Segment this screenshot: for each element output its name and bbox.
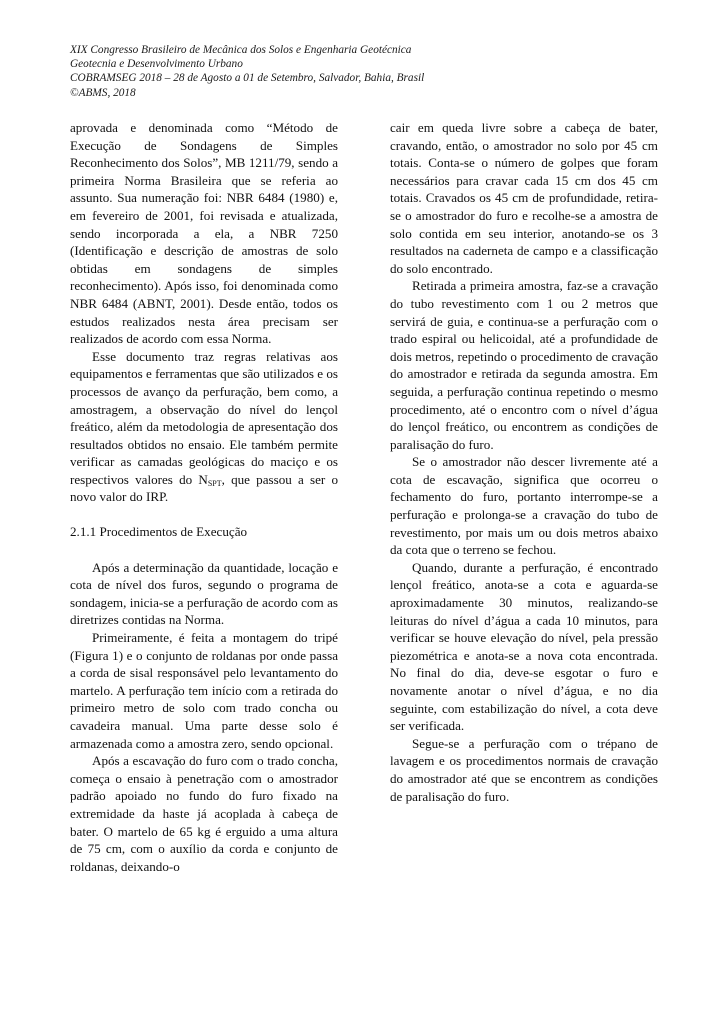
conference-header xyxy=(70,43,670,100)
paragraph-penetration-test: Após a escavação do furo com o trado concha, começa o ensaio à penetração com o amostrador padrão apoiado no fundo do furo fixado na extremidade da haste já acoplada à cabeça de bater. O martelo de 65 kg é erguido a uma altura de 75 cm, com o auxílio da corda e conjunto de roldanas, deixando-o xyxy=(70,753,338,874)
left-column xyxy=(70,119,338,875)
paragraph-norma-history: aprovada e denominada como “Método de Execução de Sondagens de Simples Reconhecimento dos Solos”, MB 1211/79, sendo a primeira Norma Brasileira que se referia ao assunto. Sua numeração foi: NBR 6484 (1980) e, em fevereiro de 2001, foi revisada e atualizada, sendo incorporada a ela, a NBR 7250 (Identificação e descrição de amostras de solo obtidas em sondagens de simples reconhecimento). Após isso, foi denominada como NBR 6484 (ABNT, 2001). Desde então, todos os estudos realizados nesta área precisam ser realizados de acordo com essa Norma. xyxy=(70,120,338,347)
header-theme: Geotecnia e Desenvolvimento Urbano xyxy=(70,58,243,71)
paragraph-casing-drilling: Retirada a primeira amostra, faz-se a cravação do tubo revestimento com 1 ou 2 metros que servirá de guia, e continua-se a perfuração com o trado espiral ou helicoidal, até a profundidade de dois metros, repetindo o procedimento de cravação do amostrador e retirada da segunda amostra. Em seguida, a perfuração continua repetindo o mesmo procedimento, até o encontro com o nível d’água do lençol freático, ou encontrem as condições de paralisação do furo. xyxy=(390,278,658,452)
right-column xyxy=(390,119,658,805)
paragraph-hole-closure: Se o amostrador não descer livremente até a cota de escavação, significa que ocorreu o fechamento do furo, portanto interrompe-se a perfuração e prolonga-se a cravação do tubo de revestimento, por mais um ou dois metros abaixo da cota que o terreno se fechou. xyxy=(390,454,658,558)
header-conference-title: XIX Congresso Brasileiro de Mecânica dos Solos e Engenharia Geotécnica xyxy=(70,44,412,56)
paragraph-document-rules xyxy=(70,348,338,506)
paragraph-document-rules-end: , que passou a ser o novo valor do IRP. xyxy=(70,471,338,505)
paragraph-free-fall: cair em queda livre sobre a cabeça de bater, cravando, então, o amostrador no solo por 45 cm totais. Conta-se o número de golpes que foram necessários para cravar cada 15 cm dos 45 cm totais. Cravados os 45 cm de profundidade, retira-se o amostrador do furo e recolhe-se a amostra de solo contida em seu interior, anotando-se os 3 resultados na caderneta de campo e a classificação do solo encontrado. xyxy=(390,120,658,276)
header-copyright: ©ABMS, 2018 xyxy=(70,86,136,99)
paragraph-determination: Após a determinação da quantidade, locação e cota de nível dos furos, segundo o programa de sondagem, inicia-se a perfuração de acordo com as diretrizes contidas na Norma. xyxy=(70,559,338,628)
paragraph-document-rules-text: Esse documento traz regras relativas aos equipamentos e ferramentas que são utilizados e os processos de avanço da perfuração, bem como, a amostragem, a observação do nível do lençol freático, além da metodologia de apresentação dos resultados obtidos no ensaio. Ele também permite verificar as camadas geológicas do maciço e os respectivos valores do N xyxy=(70,348,338,487)
section-heading: 2.1.1 Procedimentos de Execução xyxy=(70,524,248,540)
paragraph-washing-trepan: Segue-se a perfuração com o trépano de lavagem e os procedimentos normais de cravação do amostrador até que se encontrem as condições de paralisação do furo. xyxy=(390,735,658,804)
nspt-subscript: SPT xyxy=(207,478,222,488)
paragraph-water-table: Quando, durante a perfuração, é encontrado lençol freático, anota-se a cota e aguarda-se aproximadamente 30 minutos, realizando-se leituras do nível d’água a cada 10 minutos, para verificar se houve elevação do nível, pela pressão piezométrica e anota-se a nova cota encontrada. No final do dia, deve-se esgotar o furo e novamente anotar o nível d’água, e no dia seguinte, com estabilização do nível, a cota deve ser verificada. xyxy=(390,559,658,734)
paragraph-tripod-assembly: Primeiramente, é feita a montagem do tripé (Figura 1) e o conjunto de roldanas por onde passa a corda de sisal responsável pelo levantamento do martelo. A perfuração tem início com a retirada do primeiro metro de solo com trado concha ou cavadeira manual. Uma parte desse solo é armazenada como a amostra zero, sendo opcional. xyxy=(70,630,338,751)
header-event-date-location: COBRAMSEG 2018 – 28 de Agosto a 01 de Setembro, Salvador, Bahia, Brasil xyxy=(70,72,425,85)
